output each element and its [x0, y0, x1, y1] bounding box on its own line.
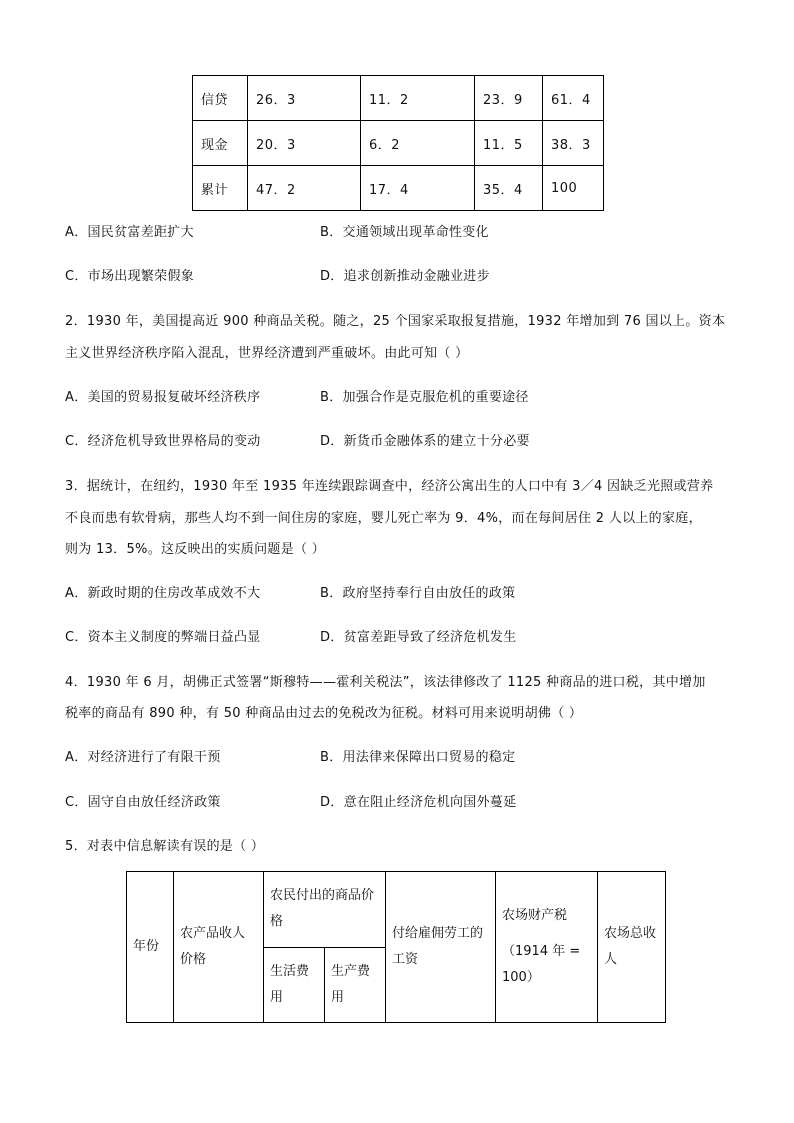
table-row	[193, 121, 604, 166]
table-header-row	[127, 872, 666, 948]
table-cell: 47．2	[248, 166, 361, 211]
q4-option-a: A．对经济进行了有限干预	[65, 750, 221, 765]
table-cell: 61．4	[543, 76, 604, 121]
table-cell: 11．2	[361, 76, 475, 121]
row-label: 累计	[193, 166, 248, 211]
table-cell: 35．4	[475, 166, 543, 211]
table-cell: 26．3	[248, 76, 361, 121]
q2-stem-line-1: 2．1930 年，美国提高近 900 种商品关税。随之，25 个国家采取报复措施，1932 年增加到 76 国以上。资本	[65, 314, 726, 329]
q1-option-d: D．追求创新推动金融业进步	[320, 269, 490, 284]
data-table-top	[192, 75, 604, 211]
q3-option-c: C．资本主义制度的弊端日益凸显	[65, 630, 261, 645]
header-price-received: 农产品收人价格	[174, 872, 264, 1023]
table-row	[193, 166, 604, 211]
q5-stem: 5．对表中信息解读有误的是（ ）	[65, 839, 265, 854]
header-tax-label: 农场财产税	[502, 908, 568, 923]
data-table-bottom	[126, 871, 666, 1023]
header-production-cost: 生产费用	[325, 947, 386, 1023]
row-label: 现金	[193, 121, 248, 166]
q4-stem-line-2: 税率的商品有 890 种，有 50 种商品由过去的免税改为征税。材料可用来说明胡佛（ ）	[65, 706, 583, 721]
table-cell: 23．9	[475, 76, 543, 121]
q1-option-c: C．市场出现繁荣假象	[65, 269, 195, 284]
q3-option-d: D．贫富差距导致了经济危机发生	[320, 630, 517, 645]
q2-option-b: B．加强合作是克服危机的重要途径	[320, 390, 529, 405]
q2-option-d: D．新货币金融体系的建立十分必要	[320, 434, 530, 449]
q1-option-b: B．交通领域出现革命性变化	[320, 225, 489, 240]
q2-stem-line-2: 主义世界经济秩序陷入混乱，世界经济遭到严重破坏。由此可知（ ）	[65, 346, 469, 361]
table-cell: 17．4	[361, 166, 475, 211]
table-cell: 20．3	[248, 121, 361, 166]
header-price-paid: 农民付出的商品价格	[264, 872, 386, 948]
row-label: 信贷	[193, 76, 248, 121]
header-total-income: 农场总收人	[598, 872, 666, 1023]
header-living-cost: 生活费用	[264, 947, 325, 1023]
q4-stem-line-1: 4．1930 年 6 月，胡佛正式签署“斯穆特——霍利关税法”，该法律修改了 1125 种商品的进口税，其中增加	[65, 675, 706, 690]
q1-option-a: A．国民贫富差距扩大	[65, 225, 194, 240]
q3-stem-line-2: 不良而患有软骨病，那些人均不到一间住房的家庭，婴儿死亡率为 9．4%，而在每间居住 2 人以上的家庭，	[65, 511, 702, 526]
header-tax	[496, 872, 598, 1023]
table-row	[193, 76, 604, 121]
q3-stem-line-3: 则为 13．5%。这反映出的实质问题是（ ）	[65, 542, 326, 557]
table-cell: 38．3	[543, 121, 604, 166]
table-cell: 6．2	[361, 121, 475, 166]
q4-option-c: C．固守自由放任经济政策	[65, 795, 221, 810]
q3-stem-line-1: 3．据统计，在纽约，1930 年至 1935 年连续跟踪调查中，经济公寓出生的人口中有 3／4 因缺乏光照或营养	[65, 479, 714, 494]
q3-option-b: B．政府坚持奉行自由放任的政策	[320, 586, 516, 601]
header-tax-note: （1914 年 = 100）	[502, 944, 581, 985]
q4-option-d: D．意在阻止经济危机向国外蔓延	[320, 795, 517, 810]
table-cell: 100	[543, 166, 604, 211]
header-wage: 付给雇佣劳工的工资	[386, 872, 496, 1023]
header-year: 年份	[127, 872, 174, 1023]
q4-option-b: B．用法律来保障出口贸易的稳定	[320, 750, 516, 765]
q2-option-c: C．经济危机导致世界格局的变动	[65, 434, 261, 449]
q2-option-a: A．美国的贸易报复破坏经济秩序	[65, 390, 261, 405]
table-cell: 11．5	[475, 121, 543, 166]
q3-option-a: A．新政时期的住房改革成效不大	[65, 586, 261, 601]
